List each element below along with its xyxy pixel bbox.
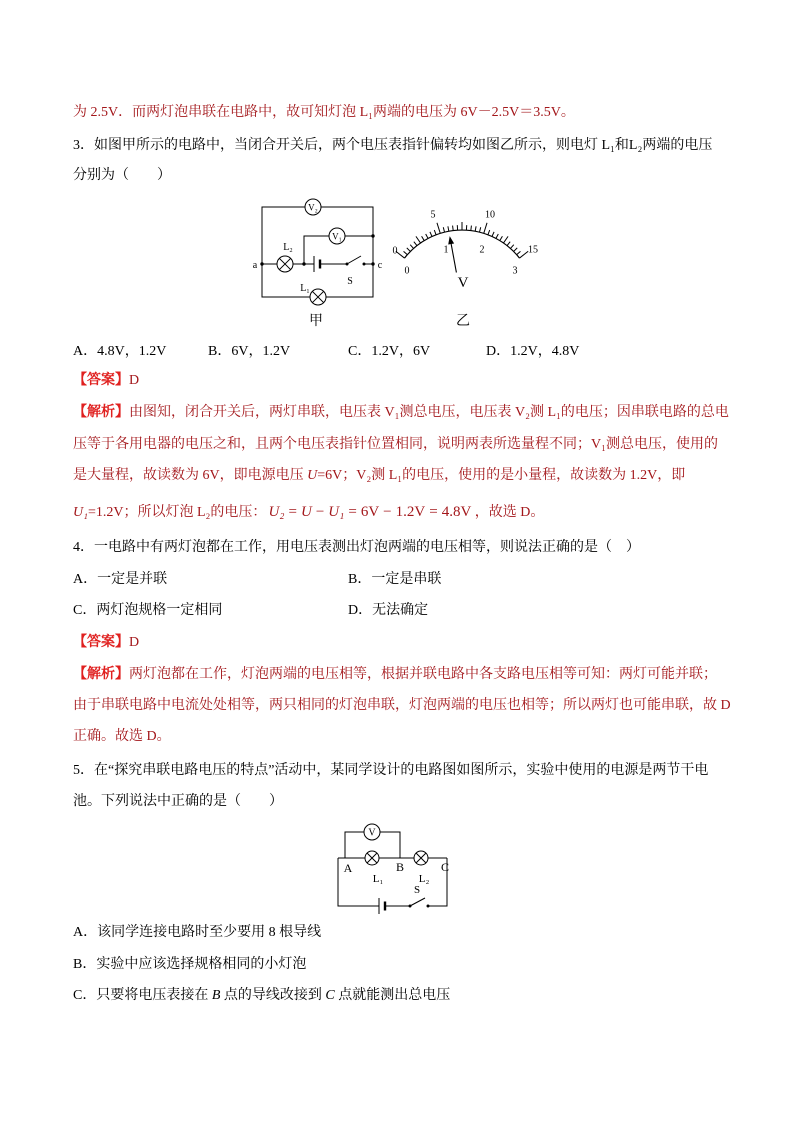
dial-pointer-arrowhead: [448, 236, 454, 244]
q3-option-b: B．6V，1.2V: [208, 344, 291, 359]
figure-yi-caption: 乙: [456, 314, 470, 329]
formula-lhs: U₂: [268, 504, 285, 520]
switch-s-label: S: [413, 884, 421, 896]
q5-option-c-pre: C．只要将电压表接在: [73, 988, 212, 1003]
formula-minus-2: −: [383, 504, 392, 520]
node-dot: [302, 262, 305, 265]
q4-analysis-line-3: 正确。故选 D。: [73, 729, 171, 744]
lamp-l2-label: L₂: [418, 873, 430, 885]
dial-inner-label-1: 1: [443, 244, 449, 256]
q3-analysis-line-3: [73, 466, 685, 486]
outer-wire-loop: [262, 207, 373, 297]
dial-unit-label: V: [457, 275, 469, 291]
previous-analysis-tail: 为 2.5V．而两灯泡串联在电路中，故可知灯泡 L₁两端的电压为 6V－2.5V＝3.5V。: [73, 105, 575, 120]
switch-blade: [410, 898, 425, 906]
dial-tick: [434, 230, 436, 235]
dial-outer-label-10: 10: [485, 209, 495, 221]
q4-option-b: B．一定是串联: [348, 572, 442, 587]
q5-option-a: A．该同学连接电路时至少要用 8 根导线: [73, 925, 322, 940]
voltmeter-v1-label: V₁: [332, 231, 342, 242]
voltage-variable-u1: U₁: [73, 505, 88, 520]
q4-answer: [73, 633, 139, 653]
q3-analysis-line-4-post: ，故选 D。: [471, 505, 545, 520]
formula-part-value: 1.2V: [395, 504, 426, 520]
circuit-diagram-jia: [262, 207, 373, 297]
q5-option-b: B．实验中应该选择规格相同的小灯泡: [73, 957, 307, 972]
dial-outer-label-0: 0: [392, 245, 398, 257]
q4-option-a: A．一定是并联: [73, 572, 168, 587]
formula-equals-3: =: [429, 504, 438, 520]
dial-tick: [496, 234, 498, 238]
q5-option-c-mid: 点的导线改接到: [220, 988, 326, 1003]
dial-inner-label-0: 0: [404, 265, 410, 277]
q4-analysis-text: 两灯泡都在工作，灯泡两端的电压相等，根据并联电路中各支路电压相等可知：两灯可能并联；: [129, 667, 717, 682]
dial-tick: [414, 242, 417, 246]
dial-tick: [507, 242, 510, 246]
q3-stem-line-1: 3．如图甲所示的电路中，当闭合开关后，两个电压表指针偏转均如图乙所示，则电灯 L₁和L₂两端的电压: [73, 138, 713, 153]
voltmeter-v2-label: V₂: [308, 202, 318, 213]
q3-answer-label: 【答案】: [73, 373, 129, 388]
lamp-l1-icon: [365, 851, 379, 865]
lamp-l1-label: L₁: [300, 283, 310, 294]
switch-contact-dot: [427, 905, 430, 908]
q3-option-a: A．4.8V，1.2V: [73, 344, 167, 359]
node-a-dot: [260, 262, 263, 265]
figure-jia-caption: 甲: [309, 314, 323, 329]
q4-answer-label: 【答案】: [73, 635, 129, 650]
formula-total-value: 6V: [360, 504, 380, 520]
node-c-dot: [371, 262, 374, 265]
dial-tick: [488, 230, 490, 235]
q4-analysis-label: 【解析】: [73, 667, 129, 682]
dial-tick: [453, 226, 454, 231]
formula-equals-2: =: [348, 504, 357, 520]
dial-tick: [422, 236, 425, 240]
point-b-variable: B: [211, 988, 221, 1003]
switch-contact-dot: [363, 263, 366, 266]
dial-tick: [504, 236, 509, 243]
q3-analysis-label: 【解析】: [73, 405, 129, 420]
voltage-formula: [268, 504, 471, 520]
q3-analysis-line-2: 压等于各用电器的电压之和，且两个电压表指针位置相同，说明两表所选量程不同；V₁测总电压，使用的: [73, 437, 718, 452]
q3-analysis-line-4: [73, 502, 544, 522]
voltmeter-v1-icon: [329, 228, 345, 244]
q4-option-d: D．无法确定: [348, 603, 429, 618]
dial-tick: [437, 223, 440, 234]
q3-option-d: D．1.2V，4.8V: [486, 344, 580, 359]
dial-tick: [426, 234, 428, 238]
dial-tick: [471, 226, 472, 231]
q5-option-c-post: 点就能测出总电压: [334, 988, 451, 1003]
q3-analysis-text: 由图知，闭合开关后，两灯串联，电压表 V₁测总电压，电压表 V₂测 L₁的电压；因串联电路的总电: [129, 405, 729, 420]
q4-analysis-line-2: 由于串联电路中电流处处相等，两只相同的灯泡串联，灯泡两端的电压也相等；所以两灯也可能串联，故 D: [73, 698, 731, 713]
q5-stem-line-2: 池。下列说法中正确的是（ ）: [73, 794, 283, 809]
q5-stem-line-1: 5．在“探究串联电路电压的特点”活动中，某同学设计的电路图如图所示，实验中使用的电源是两节干电: [73, 763, 709, 778]
formula-result: 4.8V: [441, 504, 472, 520]
point-b-label: B: [395, 860, 405, 874]
q3-stem-line-2: 分别为（ ）: [73, 168, 171, 183]
dial-tick: [407, 248, 411, 252]
dial-inner-label-2: 2: [479, 244, 485, 256]
dial-tick: [520, 251, 529, 258]
q3-analysis-line-4-pre: =1.2V；所以灯泡 L₂的电压：: [87, 505, 267, 520]
q4-stem: 4．一电路中有两灯泡都在工作，用电压表测出灯泡两端的电压相等，则说法正确的是（ ）: [73, 540, 640, 555]
lamp-l2-label: L₂: [283, 242, 293, 253]
q5-circuit-diagram: [325, 820, 460, 915]
lamp-l2-icon: [414, 851, 428, 865]
q4-answer-value: D: [129, 635, 140, 650]
voltage-variable-u: U: [307, 468, 318, 483]
point-c-label: c: [377, 260, 383, 271]
dial-tick: [448, 226, 449, 231]
v1-junction-dot: [371, 234, 374, 237]
switch-pivot-dot: [409, 905, 412, 908]
dial-tick: [430, 232, 432, 237]
voltmeter-label: V: [368, 827, 376, 839]
point-a-label: A: [343, 861, 353, 875]
switch-s-label: S: [347, 276, 353, 287]
point-c-variable: C: [325, 988, 335, 1003]
q3-analysis-line-1: [73, 403, 729, 423]
switch-blade: [347, 256, 361, 264]
lamp-l1-icon: [310, 289, 326, 305]
dial-tick: [480, 227, 481, 232]
formula-part: U₁: [328, 504, 345, 520]
switch-pivot-dot: [346, 263, 349, 266]
point-c-label: C: [440, 860, 450, 874]
dial-pointer: [450, 240, 456, 272]
dial-tick: [475, 226, 476, 231]
dial-arc: [405, 230, 520, 258]
voltmeter-v2-icon: [305, 199, 321, 215]
q3-figures: [240, 195, 560, 335]
lamp-l1-label: L₁: [372, 873, 384, 885]
dial-tick: [510, 245, 513, 249]
lamp-l2-icon: [277, 256, 293, 272]
q3-answer: [73, 371, 139, 391]
dial-tick: [410, 245, 413, 249]
voltmeter-icon: [364, 824, 380, 840]
q4-analysis-line-1: [73, 665, 717, 685]
dial-tick: [443, 227, 444, 232]
dial-tick: [492, 232, 494, 237]
q5-wires: [338, 832, 450, 914]
dial-ticks: [396, 222, 528, 258]
dial-tick: [517, 251, 521, 254]
dial-outer-label-15: 15: [528, 244, 538, 256]
q3-analysis-line-3-post: =6V；V₂测 L₁的电压，使用的是小量程，故读数为 1.2V，即: [317, 468, 686, 483]
formula-minus-1: −: [315, 504, 325, 520]
q3-analysis-line-3-pre: 是大量程，故读数为 6V，即电源电压: [73, 468, 308, 483]
q5-option-c: [73, 986, 450, 1006]
q4-option-c: C．两灯泡规格一定相同: [73, 603, 223, 618]
formula-total: U: [300, 504, 312, 520]
voltmeter-dial-yi: [393, 210, 539, 292]
dial-tick: [416, 236, 421, 243]
dial-tick: [500, 236, 503, 240]
dial-tick: [484, 223, 487, 234]
formula-equals-1: =: [288, 504, 297, 520]
dial-outer-label-5: 5: [430, 209, 436, 221]
dial-tick: [514, 248, 518, 252]
dial-inner-label-3: 3: [512, 265, 518, 277]
dial-tick: [404, 251, 408, 254]
q3-option-c: C．1.2V，6V: [348, 344, 431, 359]
point-a-label: a: [252, 260, 258, 271]
q3-answer-value: D: [129, 373, 140, 388]
